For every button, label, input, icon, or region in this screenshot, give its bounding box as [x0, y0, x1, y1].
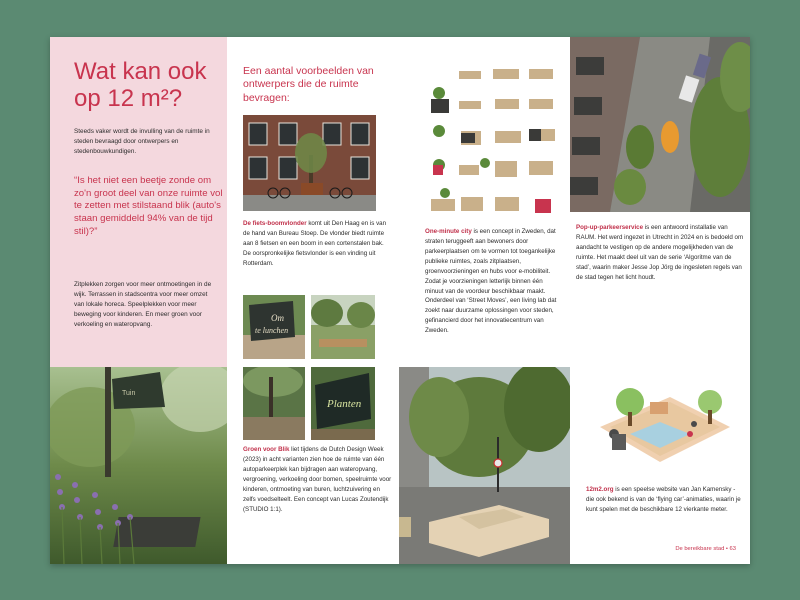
- page-1: [50, 37, 227, 367]
- green-for-tin-title: Groen voor Blik: [243, 446, 290, 453]
- bench-street-graphic: [399, 367, 570, 564]
- sign-photo-2-graphic: [243, 367, 305, 440]
- one-minute-city-grid-graphic: [425, 63, 565, 228]
- intro-text: Steeds vaker wordt de invulling van de ruimte in steden bevraagd door ontwerpers en stedenbouwkundigen.: [74, 128, 210, 156]
- sign-1-text-a: Om: [271, 313, 284, 323]
- aerial-street-photo: [570, 37, 750, 212]
- 12m2-org-text: is een speelse website van Jan Kamensky - die ook bekend is van de ‘flying car’-animaties, waarin je kunt spelen met de beschikbare 12 vierkante meter.: [586, 486, 741, 513]
- street-garden-photo: [311, 295, 375, 359]
- one-minute-city-title: One-minute city: [425, 228, 472, 235]
- sign-2-text: Planten: [327, 398, 362, 410]
- one-minute-city-text: is een concept in Zweden, dat straten teruggeeft aan bewoners door parkeerplaatsen om te vormen tot toegankelijke publieke ruimtes, zoals zitplaatsen, groenvoorzieningen en hubs voor e-mobiliteit. Zodat je voorzieningen letterlijk binnen één minuut van de voordeur beschikbaar maakt. Onderdeel van ‘Street Moves’, een living lab dat zoekt naar duurzame oplossingen voor steden, gefinancierd door het innovatiecentrum van Zweden.: [425, 228, 557, 335]
- planter-sign-photo: [311, 367, 375, 440]
- 12m2-org-caption: [586, 485, 744, 515]
- isometric-illustration-graphic: [590, 372, 735, 472]
- popup-parking-text: is een antwoord installatie van RAUM. Het werd ingezet in Utrecht in 2024 en is bedoeld om aandacht te vestigen op de andere mogelijkheden van de ruimte. Het maakt deel uit van de serie ‘Algoritme van de stad’, waarin maker Jesse Jop Jörg de ingesleten regels van de stad tegen het licht houdt.: [576, 224, 744, 281]
- aerial-street-graphic: [570, 37, 750, 212]
- bike-tree-deck-text: komt uit Den Haag en is van de hand van Bureau Stoep. De vlonder biedt ruimte aan 8 fietsen en een boom in een cortenstalen bak. De oorspronkelijke fietsvlonder is een vinding uit Rotterdam.: [243, 220, 387, 267]
- isometric-illustration: [590, 372, 735, 472]
- page-4: [570, 37, 750, 564]
- street-garden-graphic: [311, 295, 375, 359]
- svg-text:Tuin: Tuin: [122, 390, 136, 397]
- sign-photo-2: [243, 367, 305, 440]
- planter-sign-graphic: [311, 367, 375, 440]
- page-footer: De bereikbare stad • 63: [675, 546, 736, 552]
- page-2: [227, 37, 399, 564]
- green-for-tin-caption: [243, 445, 393, 514]
- sign-photo-1: [243, 295, 305, 359]
- pull-quote: “Is het niet een beetje zonde om zo'n groot deel van onze ruimte vol te zetten met stilstaand blik (auto's staan gemiddeld 94% van de tijd stil)?”: [74, 175, 223, 237]
- popup-parking-title: Pop-up-parkeerservice: [576, 224, 644, 231]
- bench-street-photo: [399, 367, 570, 564]
- garden-photo-graphic: [50, 367, 227, 564]
- page-2-heading: Een aantal voorbeelden van ontwerpers die de ruimte bevragen:: [243, 65, 374, 104]
- page-title: Wat kan ook op 12 m²?: [74, 58, 207, 112]
- page-3: [399, 37, 570, 564]
- bike-tree-deck-photo: [243, 115, 376, 211]
- bike-tree-deck-graphic: [243, 115, 376, 211]
- garden-photo: [50, 367, 227, 564]
- magazine-spread: [50, 37, 750, 564]
- sign-1-text-b: te lunchen: [255, 326, 289, 335]
- 12m2-org-title: 12m2.org: [586, 486, 614, 493]
- popup-parking-caption: [576, 223, 746, 283]
- sign-photo-1-graphic: [243, 295, 305, 359]
- bike-tree-deck-title: De fiets-boomvlonder: [243, 220, 307, 227]
- body-text: Zitplekken zorgen voor meer ontmoetingen in de wijk. Terrassen in stadscentra voor meer omzet van lokale horeca. Speelplekken voor meer beweging voor kinderen. En meer groen voor verkoeling en wateropvang.: [74, 281, 212, 329]
- bike-tree-deck-caption: [243, 219, 391, 269]
- one-minute-city-grid: [425, 63, 565, 228]
- green-for-tin-text: liet tijdens de Dutch Design Week (2023) in acht varianten zien hoe de ruimte van één autoparkeerplek kan bijdragen aan wateropvang, vergroening, verkoeling door bomen, speelruimte voor kinderen, ontmoeting van buren, luchtzuivering en zelfs voedselteelt. Een concept van Lucas Zoutendijk (STUDIO 1:1).: [243, 446, 392, 513]
- one-minute-city-caption: [425, 227, 560, 336]
